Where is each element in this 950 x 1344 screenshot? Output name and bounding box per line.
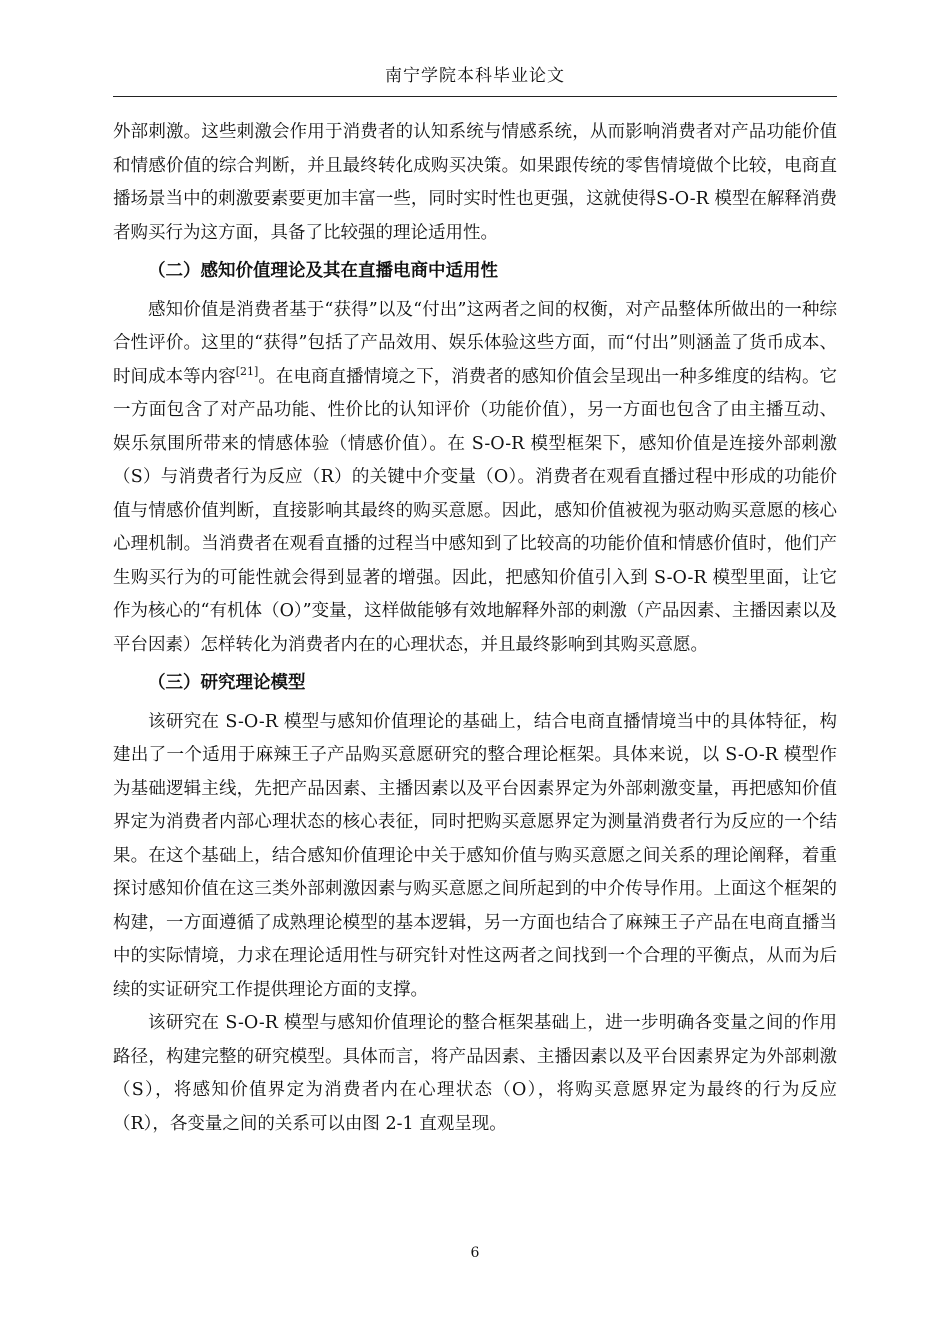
paragraph-perceived-value-part2: 。在电商直播情境之下，消费者的感知价值会呈现出一种多维度的结构。它一方面包含了对产品功能、性价比的认知评价（功能价值），另一方面也包含了由主播互动、娱乐氛围所带来的情感体验（情感价值）。在 S-O-R 模型框架下，感知价值是连接外部刺激（S）与消费者行为反应（R）的关键中介变量（O）。消费者在观看直播过程中形成的功能价值与情感价值判断，直接影响其最终的购买意愿。因此，感知价值被视为驱动购买意愿的核心心理机制。当消费者在观看直播的过程当中感知到了比较高的功能价值和情感价值时，他们产生购买行为的可能性就会得到显著的增强。因此，把感知价值引入到 S-O-R 模型里面，让它作为核心的“有机体（O）”变量，这样做能够有效地解释外部的刺激（产品因素、主播因素以及平台因素）怎样转化为消费者内在的心理状态，并且最终影响到其购买意愿。: [113, 366, 838, 655]
paragraph-model-paths: 该研究在 S-O-R 模型与感知价值理论的整合框架基础上，进一步明确各变量之间的作用路径，构建完整的研究模型。具体而言，将产品因素、主播因素以及平台因素界定为外部刺激（S），将感知价值界定为消费者内在心理状态（O），将购买意愿界定为最终的行为反应（R），各变量之间的关系可以由图 2-1 直观呈现。: [113, 1013, 837, 1134]
paragraph-continuation: 外部刺激。这些刺激会作用于消费者的认知系统与情感系统，从而影响消费者对产品功能价值和情感价值的综合判断，并且最终转化成购买决策。如果跟传统的零售情境做个比较，电商直播场景当中的刺激要素要更加丰富一些，同时实时性也更强，这就使得S-O-R 模型在解释消费者购买行为这方面，具备了比较强的理论适用性。: [113, 122, 837, 243]
page-number: 6: [470, 1245, 480, 1261]
paragraph-perceived-value-part1: 感知价值是消费者基于“获得”以及“付出”这两者之间的权衡，对产品整体所做出的一种综合性评价。这里的“获得”包括了产品效用、娱乐体验这些方面，而“付出”则涵盖了货币成本、时间成本等内容: [113, 299, 837, 387]
citation-21: [21]: [235, 364, 259, 378]
header-rule: [113, 96, 837, 97]
paragraph-perceived-value: [113, 294, 837, 663]
section-heading-perceived-value: （二）感知价值理论及其在直播电商中适用性: [148, 261, 498, 281]
paragraph-framework: 该研究在 S-O-R 模型与感知价值理论的基础上，结合电商直播情境当中的具体特征，构建出了一个适用于麻辣王子产品购买意愿研究的整合理论框架。具体来说，以 S-O-R 模型作为基础逻辑主线，先把产品因素、主播因素以及平台因素界定为外部刺激变量，再把感知价值界定为消费者内部心理状态的核心表征，同时把购买意愿界定为测量消费者行为反应的一个结果。在这个基础上，结合感知价值理论中关于感知价值与购买意愿之间关系的理论阐释，着重探讨感知价值在这三类外部刺激因素与购买意愿之间所起到的中介传导作用。上面这个框架的构建，一方面遵循了成熟理论模型的基本逻辑，另一方面也结合了麻辣王子产品在电商直播当中的实际情境，力求在理论适用性与研究针对性这两者之间找到一个合理的平衡点，从而为后续的实证研究工作提供理论方面的支撑。: [113, 711, 837, 1000]
running-header: 南宁学院本科毕业论文: [385, 66, 565, 86]
section-heading-research-model: （三）研究理论模型: [148, 673, 306, 693]
body-text: [113, 116, 837, 1141]
